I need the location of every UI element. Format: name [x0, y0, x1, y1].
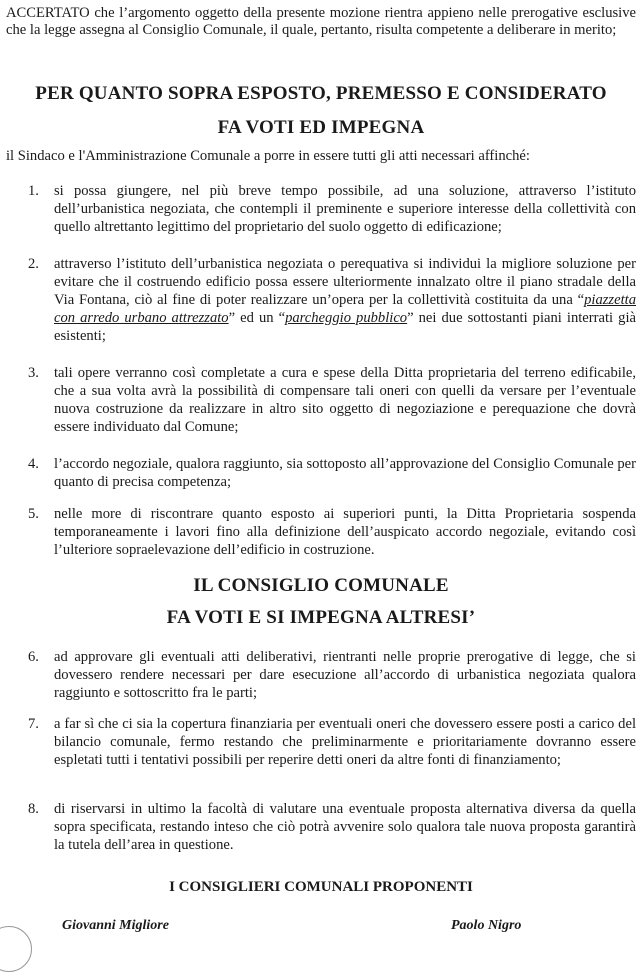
list-item-text: a far sì che ci sia la copertura finanziaria per eventuali oneri che dovessero essere posti a carico del bilancio comunale, fermo restando che preliminarmente e prioritariamente dovranno essere espletati tutti i tentativi possibili per reperire detti oneri da altre fonti di finanziamento; [54, 716, 636, 768]
list-item-8 [28, 800, 636, 854]
list-item-1 [28, 182, 636, 236]
heading-consiglio-comunale: IL CONSIGLIO COMUNALE [193, 575, 449, 596]
signature-left: Giovanni Migliore [62, 918, 169, 933]
list-item-text-part: attraverso l’istituto dell’urbanistica negoziata o perequativa si individui la migliore soluzione per evitare che il costruendo edificio possa essere ulteriormente innalzato oltre il piano stradale della Via Fontana, ciò al fine di poter realizzare un’opera per la collettività costituita da una “ [54, 256, 636, 308]
list-item-text: nelle more di riscontrare quanto esposto ai superiori punti, la Ditta Proprietaria sospenda temporaneamente i lavori fino alla definizione dell’auspicato accordo negoziale, evitando così l’ulteriore sopraelevazione dell’edificio in costruzione. [54, 506, 636, 558]
list-item-number: 3. [28, 365, 39, 381]
list-item-number: 7. [28, 716, 39, 732]
list-item-text: l’accordo negoziale, qualora raggiunto, sia sottoposto all’approvazione del Consiglio Comunale per quanto di precisa competenza; [54, 456, 636, 490]
list-item-number: 6. [28, 649, 39, 665]
list-item-number: 8. [28, 801, 39, 817]
list-item-number: 1. [28, 183, 39, 199]
list-item-number: 4. [28, 456, 39, 472]
list-item-text-part: ” nei due sottostanti piani interrati già esistenti; [54, 310, 636, 344]
list-item-5 [28, 505, 636, 559]
list-item-number: 5. [28, 506, 39, 522]
list-item-text: si possa giungere, nel più breve tempo possibile, ad una soluzione, attraverso l’istituto dell’urbanistica negoziata, che contempli il preminente e superiore interesse della collettività con quello altrettanto legittimo del proprietario del suolo oggetto di edificazione; [54, 183, 636, 235]
list-item-6 [28, 648, 636, 702]
signature-right: Paolo Nigro [451, 918, 522, 933]
intro-paragraph: ACCERTATO che l’argomento oggetto della presente mozione rientra appieno nelle prerogative esclusive che la legge assegna al Consiglio Comunale, il quale, pertanto, risulta competente a deliberare in merito; [6, 5, 636, 38]
list-item-2 [28, 255, 636, 345]
list-item-text: di riservarsi in ultimo la facoltà di valutare una eventuale proposta alternativa diversa da quella sopra specificata, restando inteso che ciò potrà avvenire solo qualora tale nuova proposta garantirà la tutela dell’area in questione. [54, 801, 636, 853]
list-item-text: tali opere verranno così completate a cura e spese della Ditta proprietaria del terreno edificabile, che a sua volta avrà la possibilità di compensare tali oneri con quelli da versare per l’eventuale nuova costruzione da realizzare in altro sito oggetto di negoziazione e perequazione che dovrà essere individuato dal Comune; [54, 365, 636, 435]
heading-fa-voti-impegna: FA VOTI ED IMPEGNA [217, 117, 425, 138]
stamp-mark [0, 926, 32, 972]
list-item-4 [28, 455, 636, 491]
list-item-text: ad approvare gli eventuali atti deliberativi, rientranti nelle proprie prerogative di legge, che si dovessero rendere necessari per dare esecuzione all’accordo di urbanistica negoziata qualora raggiunto e sottoscritto fra le parti; [54, 649, 636, 701]
list-item-7 [28, 715, 636, 769]
heading-si-impegna-altresi: FA VOTI E SI IMPEGNA ALTRESI’ [166, 607, 476, 628]
list-item-text-part: ” ed un “ [228, 310, 286, 326]
list-item-number: 2. [28, 256, 39, 272]
heading-premesso: PER QUANTO SOPRA ESPOSTO, PREMESSO E CONSIDERATO [35, 83, 607, 104]
proponenti-heading: I CONSIGLIERI COMUNALI PROPONENTI [169, 879, 473, 895]
emphasis-parcheggio: parcheggio pubblico [285, 310, 408, 326]
list-item-3 [28, 364, 636, 436]
emphasis-piazzetta: piazzetta con arredo urbano attrezzato [54, 292, 636, 326]
impegna-paragraph: il Sindaco e l'Amministrazione Comunale a porre in essere tutti gli atti necessari affinché: [6, 148, 530, 164]
list-item-text [54, 255, 636, 345]
